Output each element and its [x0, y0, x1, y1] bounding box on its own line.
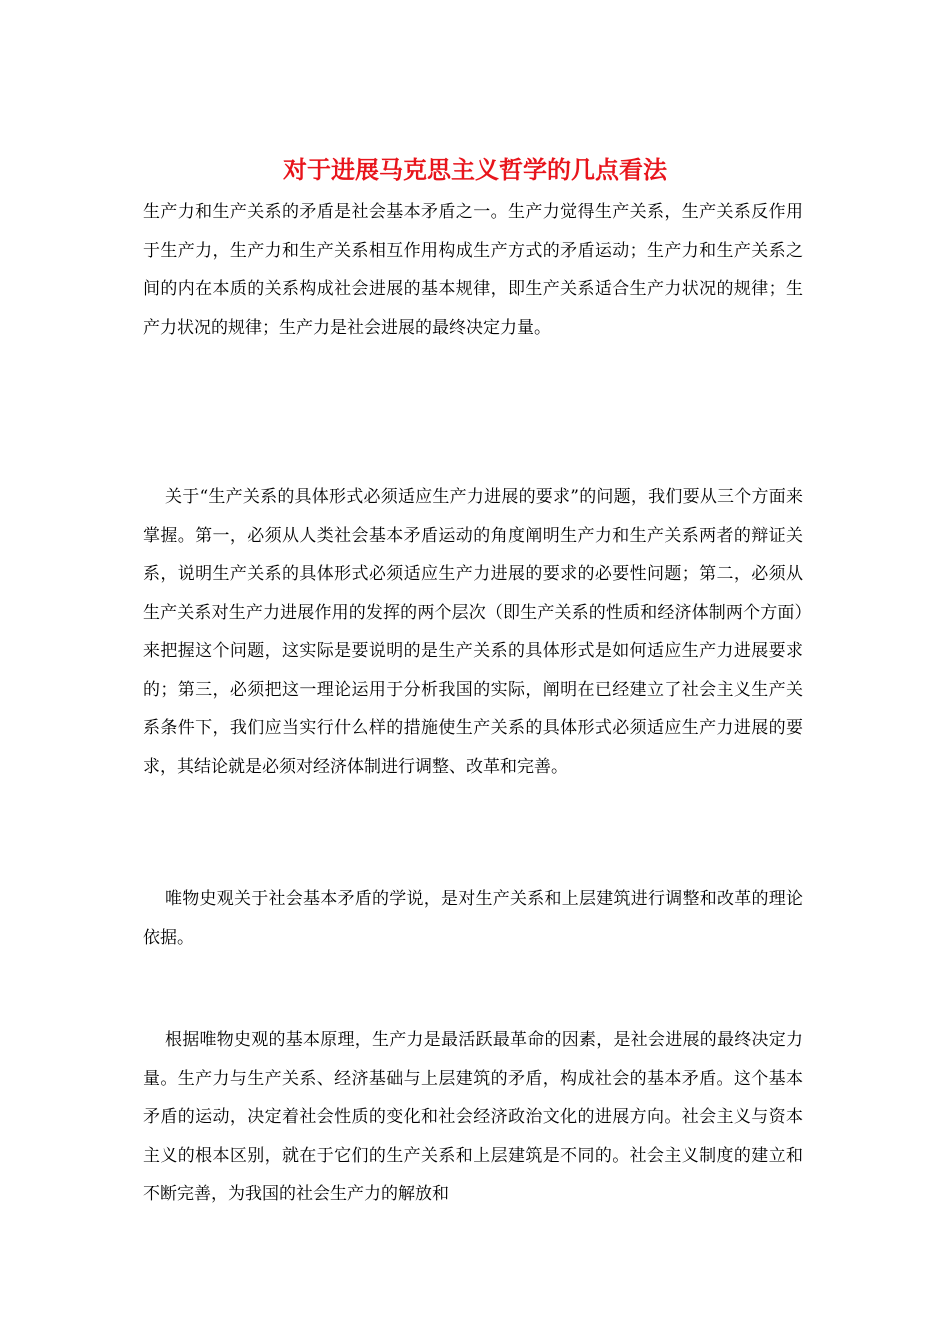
paragraph-4: 根据唯物史观的基本原理，生产力是最活跃最革命的因素，是社会进展的最终决定力量。生产力与生产关系、经济基础与上层建筑的矛盾，构成社会的基本矛盾。这个基本矛盾的运动，决定着社会性质的变化和社会经济政治文化的进展方向。社会主义与资本主义的根本区别，就在于它们的生产关系和上层建筑是不同的。社会主义制度的建立和不断完善，为我国的社会生产力的解放和 — [143, 1030, 803, 1204]
document-title: 对于进展马克思主义哲学的几点看法 — [283, 155, 667, 184]
paragraph-3: 唯物史观关于社会基本矛盾的学说，是对生产关系和上层建筑进行调整和改革的理论依据。 — [143, 889, 803, 948]
paragraph-2: 关于“生产关系的具体形式必须适应生产力进展的要求”的问题，我们要从三个方面来掌握。第一，必须从人类社会基本矛盾运动的角度阐明生产力和生产关系两者的辩证关系，说明生产关系的具体形式必须适应生产力进展的要求的必要性问题；第二，必须从生产关系对生产力进展作用的发挥的两个层次（即生产关系的性质和经济体制两个方面）来把握这个问题，这实际是要说明的是生产关系的具体形式是如何适应生产力进展要求的；第三，必须把这一理论运用于分析我国的实际，阐明在已经建立了社会主义生产关系条件下，我们应当实行什么样的措施使生产关系的具体形式必须适应生产力进展的要求，其结论就是必须对经济体制进行调整、改革和完善。 — [143, 487, 803, 777]
paragraph-1: 生产力和生产关系的矛盾是社会基本矛盾之一。生产力觉得生产关系，生产关系反作用于生产力，生产力和生产关系相互作用构成生产方式的矛盾运动；生产力和生产关系之间的内在本质的关系构成社会进展的基本规律，即生产关系适合生产力状况的规律；生产力状况的规律；生产力是社会进展的最终决定力量。 — [143, 202, 803, 338]
